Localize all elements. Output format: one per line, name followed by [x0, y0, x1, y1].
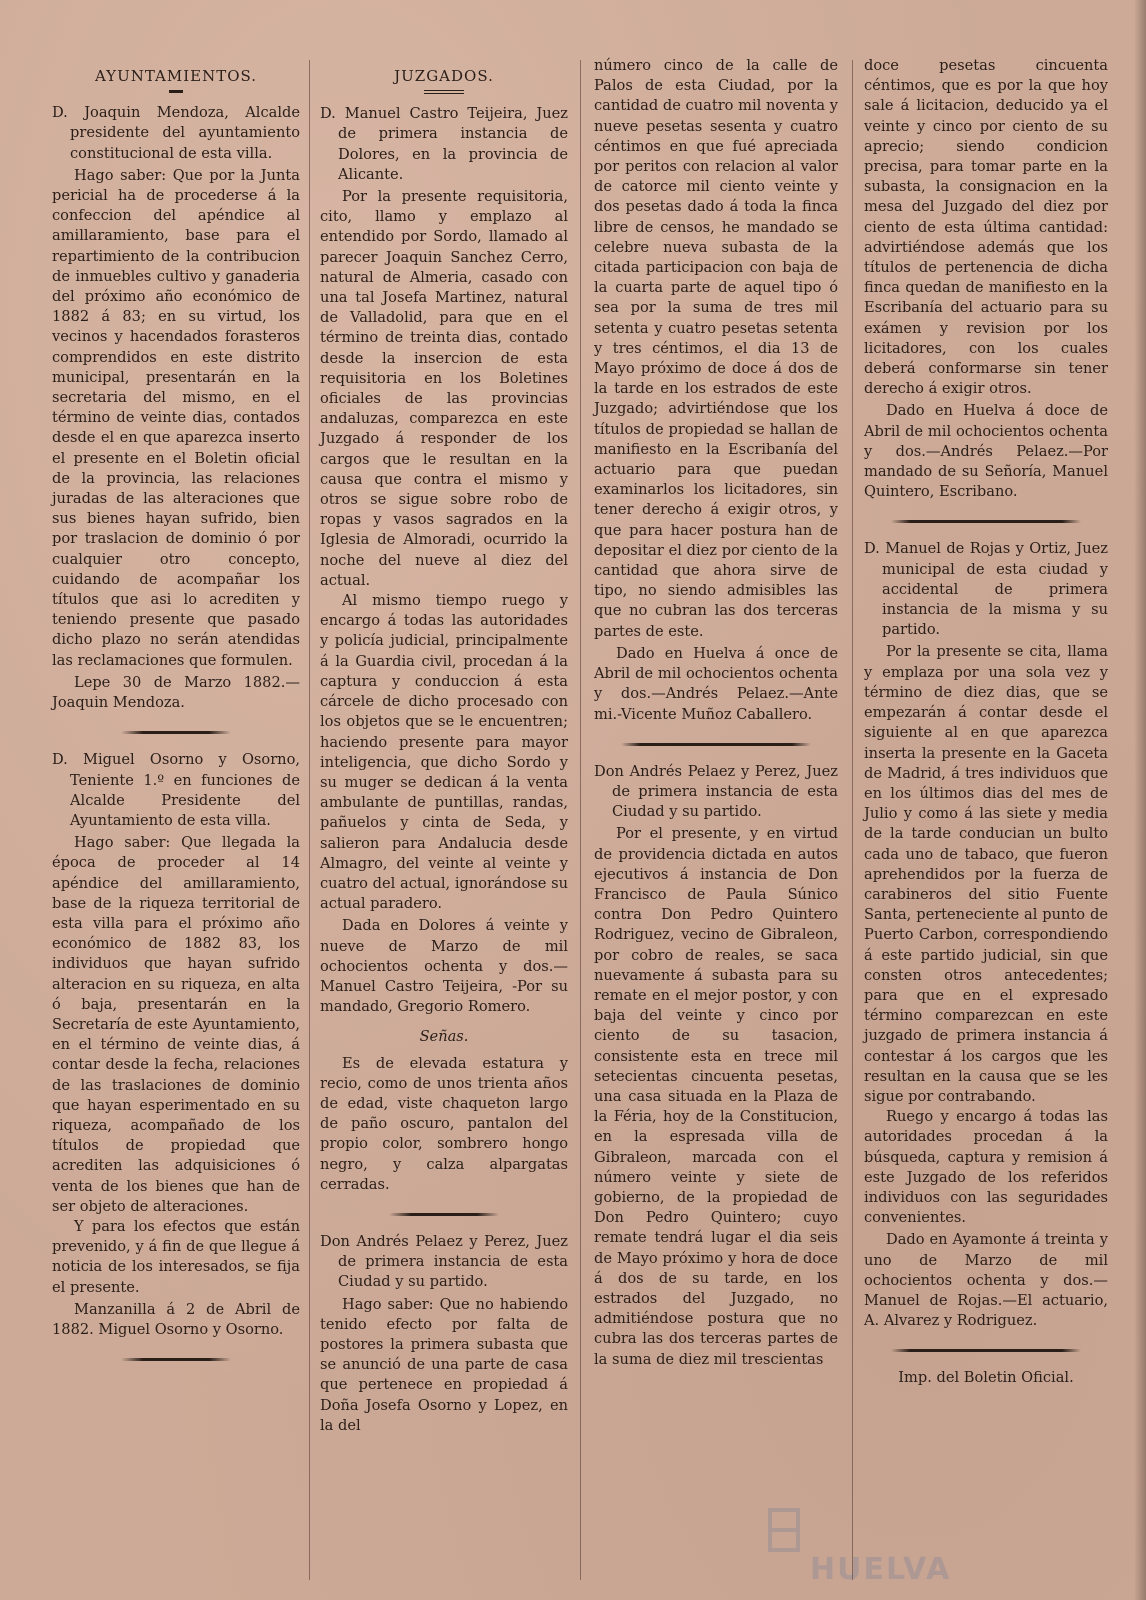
separator-rule: [891, 520, 1081, 523]
page-edge-shadow: [1134, 0, 1146, 1600]
section-title-juzgados: JUZGADOS.: [394, 67, 494, 85]
section-title-ayuntamientos: AYUNTAMIENTOS.: [94, 67, 258, 85]
notice-signature: Dado en Ayamonte á treinta y uno de Marzo de mil ochocientos ochenta y dos.—Manuel de Rojas.—El actuario, A. Alvarez y Rodriguez.: [864, 1231, 1108, 1330]
notice-signature: Lepe 30 de Marzo 1882.—Joaquin Mendoza.: [52, 673, 300, 712]
notice-body: Por el presente, y en virtud de providencia dictada en autos ejecutivos á instancia de Don Francisco de Paula Súnico contra Don Pedro Quintero Rodriguez, vecino de Gibraleon, por cobro de reales, se saca nuevamente á subasta para su remate en el mejor postor, y con baja del veinte y cinco por ciento de su tasacion, consistente esta en trece mil setecientas cincuenta pesetas, una casa situada en la Plaza de la Féria, hoy de la Constitucion, en la espresada villa de Gibraleon, marcada con el número veinte y siete de gobierno, de la propiedad de Don Pedro Quintero; cuyo remate tendrá lugar el dia seis de Mayo próximo y hora de doce á dos de su tarde, en los estrados del Juzgado, no admitiéndose postura que no cubra las dos terceras partes de la suma de diez mil trescientas: [594, 825, 838, 1368]
notice-signature: Manzanilla á 2 de Abril de 1882. Miguel Osorno y Osorno.: [52, 1300, 300, 1338]
notice-body: Y para los efectos que están prevenido, y á fin de que llegue á noticia de los interesados, se fija el presente.: [52, 1217, 300, 1296]
senas-heading: Señas.: [419, 1028, 469, 1046]
column-4: [864, 56, 1108, 1600]
notice-body: Hago saber: Que no habiendo tenido efecto por falta de postores la primera subasta que se anunció de una parte de casa que pertenece en propiedad á Doña Josefa Osorno y Lopez, en la del: [320, 1295, 568, 1434]
separator-rule: [121, 731, 231, 734]
title-dash: [169, 90, 183, 93]
printer-imprint: Imp. del Boletin Oficial.: [898, 1369, 1074, 1387]
separator-rule: [121, 1358, 231, 1361]
notice-signature: Dado en Huelva á once de Abril de mil ochocientos ochenta y dos.—Andrés Pelaez.—Ante mi.-Vicente Muñoz Caballero.: [594, 644, 838, 723]
separator-rule: [389, 1213, 499, 1216]
column-3: [594, 56, 838, 1600]
column-ayuntamientos: [52, 56, 300, 1600]
watermark-emblem-icon: [760, 1500, 910, 1560]
notice-body-continued: número cinco de la calle de Palos de esta Ciudad, por la cantidad de cuatro mil noventa y nueve pesetas sesenta y cuatro céntimos en que fué apreciada por peritos con relacion al valor de catorce mil ciento veinte y dos pesetas dado á toda la finca libre de censos, he mandado se celebre nueva subasta de la citada participacion con baja de la cuarta parte de aquel tipo ó sea por la suma de tres mil setenta y cuatro pesetas setenta y tres céntimos, el dia 13 de Mayo próximo de doce á dos de la tarde en los estrados de este Juzgado; advirtiéndose que los títulos de propiedad se hallan de manifiesto en la Escribanía del actuario para que puedan examinarlos los licitadores, sin tener derecho á exigir otros, y que para hacer postura han de depositar el diez por ciento de la cantidad que ahora sirve de tipo, no siendo admisibles las que no cubran las dos terceras partes de este.: [594, 57, 838, 640]
notice-body: Al mismo tiempo ruego y encargo á todas las autoridades y policía judicial, principalmente á la Guardia civil, procedan á la captura y conduccion á esta cárcele de dicho procesado con los objetos que se le encuentren; haciendo presente para mayor inteligencia, que dicho Sordo y su muger se dedican á la venta ambulante de puntillas, randas, pañuelos y cinta de Seda, y salieron para Andalucia desde Almagro, del veinte al veinte y cuatro del actual, ignorándose su actual paradero.: [320, 592, 568, 913]
notice-header: Don Andrés Pelaez y Perez, Juez de primera instancia de esta Ciudad y su partido.: [594, 762, 838, 821]
notice-body: Hago saber: Que por la Junta pericial ha de procederse á la confeccion del apéndice al amillaramiento, base para el repartimiento de la contribucion de inmuebles cultivo y ganaderia del próximo año económico de 1882 á 83; en su virtud, los vecinos y hacendados forasteros comprendidos en este distrito municipal, presentarán en la secretaria del mismo, en el término de veinte dias, contados desde el en que aparezca inserto el presente en el Boletin oficial de la provincia, las relaciones juradas de las alteraciones que sus bienes hayan sufrido, bien por traslacion de dominio ó por cualquier otro concepto, cuidando de acompañar los títulos que asi lo acrediten y teniendo presente que pasado dicho plazo no serán atendidas las reclamaciones que formulen.: [52, 166, 300, 669]
column-divider: [309, 60, 310, 1580]
notice-signature: Dada en Dolores á veinte y nueve de Marzo de mil ochocientos ochenta y dos.—Manuel Castro Teijeira, -Por su mandado, Gregorio Romero.: [320, 917, 568, 1016]
notice-body: Hago saber: Que llegada la época de proceder al 14 apéndice del amillaramiento, base de la riqueza territorial de esta villa para el próximo año económico de 1882 83, los individuos que hayan sufrido alteracion en su riqueza, en alta ó baja, presentarán en la Secretaría de este Ayuntamiento, en el término de veinte dias, á contar desde la fecha, relaciones de las traslaciones de dominio que hayan esperimentado en su riqueza, acompañado de los títulos de propiedad que acrediten las adquisiciones ó venta de los bienes que han de ser objeto de alteraciones.: [52, 834, 300, 1215]
title-dash: [424, 90, 464, 94]
notice-body: Ruego y encargo á todas las autoridades procedan á la búsqueda, captura y remision á este Juzgado de los referidos individuos con las seguridades convenientes.: [864, 1108, 1108, 1227]
notice-body: Por la presente requisitoria, cito, llamo y emplazo al entendido por Sordo, llamado al parecer Joaquin Sanchez Cerro, natural de Almeria, casado con una tal Josefa Martinez, natural de Valladolid, para que en el término de treinta dias, contado desde la insercion de esta requisitoria en los Boletines oficiales de las provincias andaluzas, comparezca en este Juzgado á responder de los cargos que le resultan en la causa que contra el mismo y otros se sigue sobre robo de ropas y vasos sagrados en la Iglesia de Almoradi, ocurrido la noche del nueve al diez del actual.: [320, 188, 568, 589]
notice-header: Don Andrés Pelaez y Perez, Juez de primera instancia de esta Ciudad y su partido.: [320, 1232, 568, 1291]
notice-signature: Dado en Huelva á doce de Abril de mil ochocientos ochenta y dos.—Andrés Pelaez.—Por mandado de su Señoría, Manuel Quintero, Escribano.: [864, 402, 1108, 501]
notice-body: Por la presente se cita, llama y emplaza por una sola vez y término de diez dias, que se empezarán á contar desde el siguiente al en que aparezca inserta la presente en la Gaceta de Madrid, á tres individuos que en los últimos dias del mes de Julio y como á las siete y media de la tarde conducian un bulto cada uno de tabaco, que fueron aprehendidos por la fuerza de carabineros del sitio Fuente Santa, perteneciente al punto de Puerto Carbon, correspondiendo á este partido judicial, sin que consten otros antecedentes; para que en el expresado término comparezcan en este juzgado de primera instancia á contestar á los cargos que les resultan en la causa que se les sigue por contrabando.: [864, 643, 1108, 1105]
separator-rule: [891, 1349, 1081, 1352]
notice-header: D. Joaquin Mendoza, Alcalde presidente del ayuntamiento constitucional de esta villa.: [52, 104, 300, 162]
watermark-text: HUELVA: [810, 1552, 952, 1587]
column-divider: [580, 60, 581, 1580]
notice-body-continued: doce pesetas cincuenta céntimos, que es por la que hoy sale á licitacion, deducido ya el veinte y cinco por ciento de su aprecio; siendo condicion precisa, para tomar parte en la subasta, la consignacion en la mesa del Juzgado del diez por ciento de esta última cantidad: advirtiéndose además que los títulos de pertenencia de dicha finca quedan de manifiesto en la Escribanía del actuario para su exámen y revision por los licitadores, con los cuales deberá conformarse sin tener derecho á exigir otros.: [864, 57, 1108, 398]
senas-body: Es de elevada estatura y recio, como de unos trienta años de edad, viste chaqueton largo de paño oscuro, pantalon del propio color, sombrero hongo negro, y calza alpargatas cerradas.: [320, 1054, 568, 1193]
column-juzgados: [320, 56, 568, 1600]
notice-header: D. Miguel Osorno y Osorno, Teniente 1.º en funciones de Alcalde Presidente del Ayuntamiento de esta villa.: [52, 751, 300, 829]
library-watermark: [760, 1500, 952, 1590]
column-divider: [852, 60, 853, 1580]
notice-header: D. Manuel de Rojas y Ortiz, Juez municipal de esta ciudad y accidental de primera instancia de la misma y su partido.: [864, 540, 1108, 639]
notice-header: D. Manuel Castro Teijeira, Juez de primera instancia de Dolores, en la provincia de Alicante.: [320, 105, 568, 183]
separator-rule: [621, 743, 811, 746]
